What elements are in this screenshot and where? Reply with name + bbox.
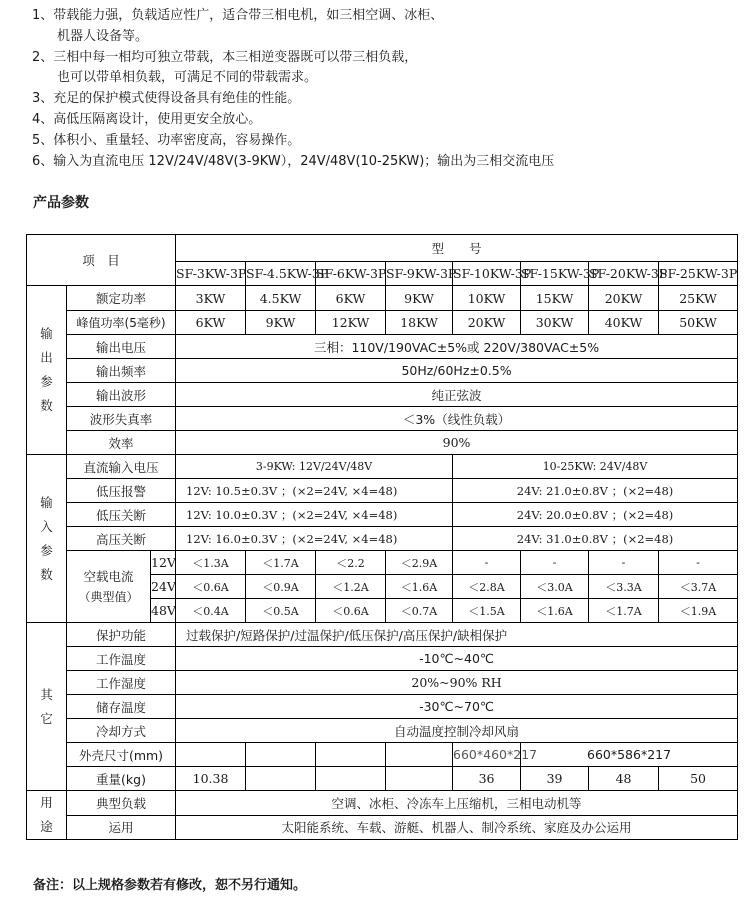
feature-item: 6、输入为直流电压 12V/24V/48V(3-9KW），24V/48V(10-25KW)；输出为三相交流电压 xyxy=(32,153,555,169)
row-label: 外壳尺寸(mm) xyxy=(67,743,176,767)
cell-value: ＜2.9A xyxy=(386,551,453,575)
row-label: 输出电压 xyxy=(67,335,176,359)
cell-value: 24V: 31.0±0.8V ；(×2=48) xyxy=(453,527,738,551)
row-label: 高压关断 xyxy=(67,527,176,551)
row-label: 直流输入电压 xyxy=(67,455,176,479)
feature-item-continued: 也可以带单相负载，可满足不同的带载需求。 xyxy=(57,70,318,86)
model-name: SF-3KW-3P xyxy=(176,262,246,286)
table-row xyxy=(27,311,738,335)
cell-value: ＜0.6A xyxy=(316,599,386,623)
cell-value: ＜1.6A xyxy=(521,599,589,623)
spec-table xyxy=(26,234,738,840)
model-name: SF-15KW-3P xyxy=(521,262,589,286)
cell-value: 18KW xyxy=(386,311,453,335)
row-label: 低压报警 xyxy=(67,479,176,503)
model-name: SF-10KW-3P xyxy=(453,262,521,286)
cell-value: -30℃~70℃ xyxy=(176,695,738,719)
row-label: 保护功能 xyxy=(67,623,176,647)
cell-value: ＜1.3A xyxy=(176,551,246,575)
cell-value: ＜3%（线性负载） xyxy=(176,407,738,431)
cell-value: ＜1.2A xyxy=(316,575,386,599)
table-row xyxy=(27,743,738,767)
cell-value: 自动温度控制冷却风扇 xyxy=(176,719,738,743)
no-load-label xyxy=(67,551,151,623)
row-label: 波形失真率 xyxy=(67,407,176,431)
feature-item: 2、三相中每一相均可独立带载，本三相逆变器既可以带三相负载， xyxy=(32,49,418,65)
feature-item: 3、充足的保护模式使得设备具有绝佳的性能。 xyxy=(32,91,301,107)
cell-value: 6KW xyxy=(316,286,386,311)
cell-value xyxy=(386,767,453,791)
cell-value: 10.38 xyxy=(176,767,246,791)
cell-value: ＜0.4A xyxy=(176,599,246,623)
cell-value: 39 xyxy=(521,767,589,791)
row-label: 效率 xyxy=(67,431,176,455)
cell-value: 36 xyxy=(453,767,521,791)
cell-value: 90% xyxy=(176,431,738,455)
row-label: 重量(kg) xyxy=(67,767,176,791)
cell-value: 三相：110V/190VAC±5%或 220V/380VAC±5% xyxy=(176,335,738,359)
cell-value: 过载保护/短路保护/过温保护/低压保护/高压保护/缺相保护 xyxy=(176,623,738,647)
cell-value: ＜0.7A xyxy=(386,599,453,623)
cell-value: ＜3.3A xyxy=(589,575,659,599)
cell-value: 24V: 21.0±0.8V ；(×2=48) xyxy=(453,479,738,503)
model-name: SF-6KW-3P xyxy=(316,262,386,286)
cell-value xyxy=(316,743,386,767)
cell-value: ＜1.9A xyxy=(659,599,738,623)
cell-value: ＜1.7A xyxy=(246,551,316,575)
feature-item: 4、高低压隔离设计，使用更安全放心。 xyxy=(32,111,262,127)
table-row xyxy=(27,551,738,575)
row-label: 工作温度 xyxy=(67,647,176,671)
cell-value: 12V: 10.5±0.3V ；(×2=24V, ×4=48) xyxy=(176,479,453,503)
table-row xyxy=(27,695,738,719)
cell-value: 20KW xyxy=(453,311,521,335)
model-name: SF-25KW-3P xyxy=(659,262,738,286)
cell-value: ＜0.5A xyxy=(246,599,316,623)
table-row xyxy=(27,791,738,816)
row-label: 冷却方式 xyxy=(67,719,176,743)
feature-item: 5、体积小、重量轻、功率密度高，容易操作。 xyxy=(32,132,301,148)
row-label: 输出波形 xyxy=(67,383,176,407)
group-label-text: 输入参数 xyxy=(40,494,53,582)
cell-value: ＜0.6A xyxy=(176,575,246,599)
cell-value: 太阳能系统、车载、游艇、机器人、制冷系统、家庭及办公运用 xyxy=(176,815,738,840)
voltage-label: 24V xyxy=(151,575,176,599)
model-header: 型 号 xyxy=(176,235,738,262)
group-label-other xyxy=(27,623,67,791)
cell-value: 20KW xyxy=(589,286,659,311)
cell-value: 24V: 20.0±0.8V ；(×2=48) xyxy=(453,503,738,527)
cell-value: 25KW xyxy=(659,286,738,311)
cell-value: - xyxy=(521,551,589,575)
cell-value: 12V: 10.0±0.3V ；(×2=24V, ×4=48) xyxy=(176,503,453,527)
voltage-label: 48V xyxy=(151,599,176,623)
cell-value: 10-25KW: 24V/48V xyxy=(453,455,738,479)
table-row xyxy=(27,383,738,407)
cell-value: 48 xyxy=(589,767,659,791)
cell-value: 40KW xyxy=(589,311,659,335)
table-row xyxy=(27,503,738,527)
cell-value: 50KW xyxy=(659,311,738,335)
no-load-subtitle: （典型值） xyxy=(78,589,139,604)
cell-value: 20%~90% RH xyxy=(176,671,738,695)
row-label: 工作湿度 xyxy=(67,671,176,695)
table-row xyxy=(27,407,738,431)
cell-value: 纯正弦波 xyxy=(176,383,738,407)
cell-value: 660*586*217 xyxy=(521,743,738,767)
item-header: 项 目 xyxy=(27,235,176,286)
cell-value: -10℃~40℃ xyxy=(176,647,738,671)
cell-value: 50Hz/60Hz±0.5% xyxy=(176,359,738,383)
table-row xyxy=(27,623,738,647)
cell-value: 3-9KW: 12V/24V/48V xyxy=(176,455,453,479)
cell-value: 3KW xyxy=(176,286,246,311)
group-label-text: 其它 xyxy=(40,686,53,726)
cell-value: 12KW xyxy=(316,311,386,335)
section-title: 产品参数 xyxy=(33,195,89,211)
table-row xyxy=(27,431,738,455)
cell-value: ＜0.9A xyxy=(246,575,316,599)
feature-item: 1、带载能力强，负载适应性广，适合带三相电机，如三相空调、冰柜、 xyxy=(32,8,444,23)
row-label: 额定功率 xyxy=(67,286,176,311)
table-row xyxy=(27,359,738,383)
cell-value: 10KW xyxy=(453,286,521,311)
group-label-input xyxy=(27,455,67,623)
cell-value: - xyxy=(453,551,521,575)
cell-value: 空调、冰柜、冷冻车上压缩机，三相电动机等 xyxy=(176,791,738,816)
table-row xyxy=(27,767,738,791)
model-name: SF-4.5KW-3P xyxy=(246,262,316,286)
model-name: SF-9KW-3P xyxy=(386,262,453,286)
row-label: 典型负载 xyxy=(67,791,176,816)
cell-value: ＜1.5A xyxy=(453,599,521,623)
table-row xyxy=(27,647,738,671)
table-row xyxy=(27,335,738,359)
table-row xyxy=(27,455,738,479)
cell-value xyxy=(246,767,316,791)
cell-value: 15KW xyxy=(521,286,589,311)
table-row xyxy=(27,527,738,551)
voltage-label: 12V xyxy=(151,551,176,575)
row-label: 峰值功率(5毫秒) xyxy=(67,311,176,335)
model-name: SF-20KW-3P xyxy=(589,262,659,286)
group-label-output xyxy=(27,286,67,455)
cell-value: 6KW xyxy=(176,311,246,335)
cell-value: ＜3.7A xyxy=(659,575,738,599)
row-label: 输出频率 xyxy=(67,359,176,383)
cell-value: 50 xyxy=(659,767,738,791)
cell-value: 660*460*217 xyxy=(453,743,521,767)
row-label: 低压关断 xyxy=(67,503,176,527)
group-label-usage xyxy=(27,791,67,840)
table-row xyxy=(27,479,738,503)
cell-value: 12V: 16.0±0.3V ；(×2=24V, ×4=48) xyxy=(176,527,453,551)
feature-item-continued: 机器人设备等。 xyxy=(57,28,149,44)
table-row xyxy=(27,815,738,840)
cell-value: ＜1.6A xyxy=(386,575,453,599)
cell-value: 4.5KW xyxy=(246,286,316,311)
table-row xyxy=(27,719,738,743)
row-label: 运用 xyxy=(67,815,176,840)
cell-value: ＜2.8A xyxy=(453,575,521,599)
cell-value: 9KW xyxy=(246,311,316,335)
table-header-row xyxy=(27,235,738,262)
table-row xyxy=(27,671,738,695)
cell-value xyxy=(176,743,246,767)
row-label: 储存温度 xyxy=(67,695,176,719)
cell-value: 9KW xyxy=(386,286,453,311)
footnote: 备注：以上规格参数若有修改，恕不另行通知。 xyxy=(33,878,307,893)
cell-value: ＜1.7A xyxy=(589,599,659,623)
cell-value: - xyxy=(659,551,738,575)
cell-value xyxy=(386,743,453,767)
cell-value: ＜3.0A xyxy=(521,575,589,599)
feature-list xyxy=(32,6,554,172)
group-label-text: 输出参数 xyxy=(40,326,53,413)
cell-value: 30KW xyxy=(521,311,589,335)
cell-value: - xyxy=(589,551,659,575)
cell-value xyxy=(246,743,316,767)
cell-value xyxy=(316,767,386,791)
group-label-text: 用途 xyxy=(40,795,53,834)
no-load-title: 空载电流 xyxy=(83,568,134,584)
cell-value: ＜2.2 xyxy=(316,551,386,575)
table-row xyxy=(27,286,738,311)
